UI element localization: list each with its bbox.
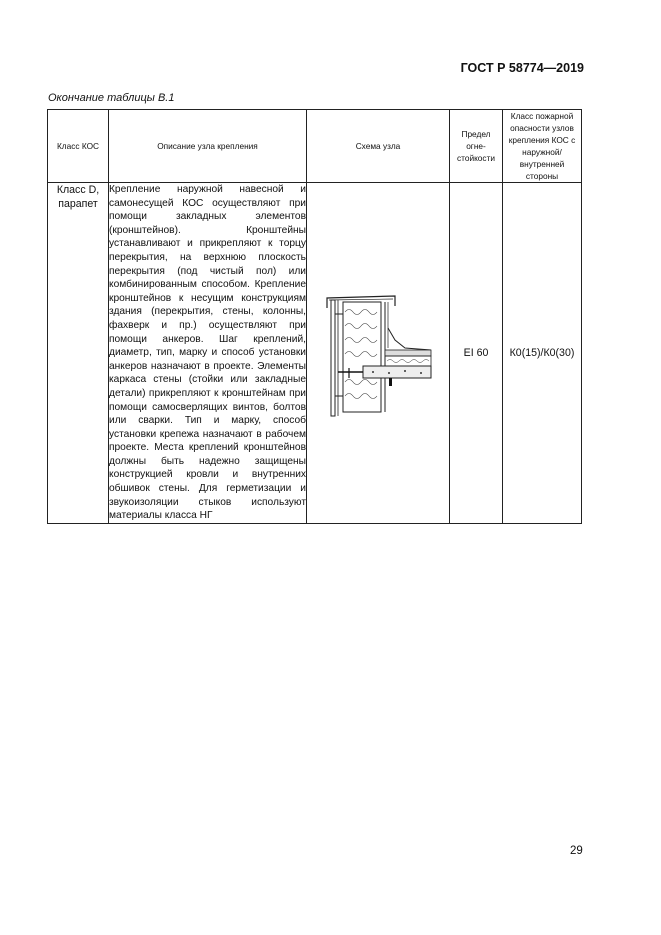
col-header-description: Описание узла крепления bbox=[109, 110, 307, 183]
col-header-fire-resistance: Предел огне-стойкости bbox=[450, 110, 503, 183]
attachment-node-diagram bbox=[323, 288, 433, 418]
standard-code: ГОСТ Р 58774—2019 bbox=[460, 61, 584, 75]
table-caption: Окончание таблицы В.1 bbox=[48, 92, 175, 104]
table-row bbox=[48, 183, 582, 524]
specification-table bbox=[47, 109, 582, 524]
table-header-row bbox=[48, 110, 582, 183]
cell-description: Крепление наружной навесной и самонесущей КОС осуществляют при помощи закладных элементов (кронштейнов). Кронштейны устанавливают и прикрепляют к торцу перекрытия, на верхнюю плоскость перекрытия (под чистый пол) или комбинированным способом. Крепление кронштейнов к несущим конструкциям здания (перекрытия, стены, колонны, фахверк и пр.) осуществляют при помощи анкеров. Шаг креплений, диаметр, тип, марку и способ установки анкеров назначают в проекте. Элементы каркаса стены (стойки или закладные детали) прикрепляют к кронштейнам при помощи самосверлящих винтов, болтов или сварки. Тип и марку, способ установки крепежа назначают в рабочем проекте. Места креплений кронштейнов должны быть надежно защищены конструкцией кровли и внутренних обшивок стены. Для герметизации и звукоизоляции стыков используют материалы класса НГ bbox=[109, 183, 307, 524]
col-header-class: Класс КОС bbox=[48, 110, 109, 183]
cell-fire-hazard-class: К0(15)/К0(30) bbox=[503, 183, 582, 524]
col-header-scheme: Схема узла bbox=[307, 110, 450, 183]
cell-scheme bbox=[307, 183, 450, 524]
cell-class-kos: Класс D, парапет bbox=[48, 183, 109, 524]
cell-fire-resistance: EI 60 bbox=[450, 183, 503, 524]
page-number: 29 bbox=[570, 845, 583, 857]
col-header-fire-hazard: Класс пожарной опасности узлов крепления КОС с наружной/внутренней стороны bbox=[503, 110, 582, 183]
